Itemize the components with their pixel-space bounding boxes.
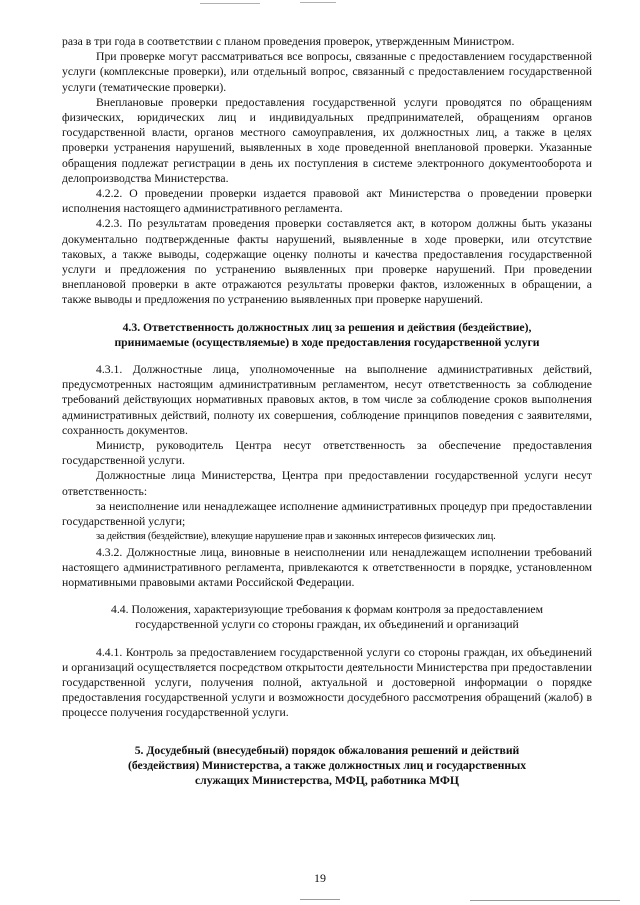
- paragraph-inaction: за действия (бездействие), влекущие нарушение прав и законных интересов физических лиц.: [96, 531, 496, 543]
- paragraph-intro: раза в три года в соответствии с планом проведения проверок, утвержденным Министром.: [62, 35, 515, 48]
- paragraph-4-2-3: 4.2.3. По результатам проведения проверки составляется акт, в котором должны быть указаны документально подтвержденные факты нарушений, выявленные в ходе проверки, или отсутствие таковых, а также выводы, содержащие оценку полноты и качества предоставления государственной услуги и предложения по устранению выявленных при проверке нарушений. При проведении внеплановой проверки в акте отражаются результаты проверки фактов, изложенных в обращении, а также выводы и предложения по устранению выявленных при проверке нарушений.: [62, 217, 592, 307]
- section-heading-5-line1: 5. Досудебный (внесудебный) порядок обжалования решений и действий: [134, 743, 520, 757]
- scan-artifact-top: [200, 3, 260, 4]
- paragraph-scope: При проверке могут рассматриваться все вопросы, связанные с предоставлением государственной услуги (комплексные проверки), или отдельный вопрос, связанный с предоставлением государственной услуги (тематические проверки).: [62, 50, 592, 94]
- section-heading-4-3-line1: 4.3. Ответственность должностных лиц за решения и действия (бездействие),: [122, 320, 532, 334]
- paragraph-4-3-1: 4.3.1. Должностные лица, уполномоченные на выполнение административных действий, предусмотренных настоящим административным регламентом, несут ответственность за соблюдение требований действующих нормативных правовых актов, в том числе за соблюдение сроков выполнения административных действий, полноту их совершения, соблюдение принципов поведения с заявителями, сохранность документов.: [62, 363, 592, 437]
- section-heading-4-4: [62, 602, 592, 632]
- paragraph-minister-responsibility: Министр, руководитель Центра несут ответственность за обеспечение предоставления государственной услуги.: [62, 439, 592, 468]
- paragraph-nonperformance: за неисполнение или ненадлежащее исполнение административных процедур при предоставлении государственной услуги;: [62, 499, 592, 529]
- section-heading-5-line3: служащих Министерства, МФЦ, работника МФЦ: [194, 773, 459, 787]
- section-heading-4-3: [62, 320, 592, 350]
- document-body: [62, 34, 592, 788]
- scan-artifact-top-right: [300, 2, 336, 3]
- scan-artifact-bottom: [300, 899, 340, 900]
- page-number: 19: [314, 871, 326, 885]
- scan-artifact-bottom-right: [470, 900, 620, 901]
- section-heading-4-3-line2: принимаемые (осуществляемые) в ходе предоставления государственной услуги: [114, 335, 540, 349]
- section-heading-4-4-line2: государственной услуги со стороны граждан, их объединений и организаций: [135, 618, 519, 632]
- paragraph-4-3-2: 4.3.2. Должностные лица, виновные в неисполнении или ненадлежащем исполнении требований настоящего административного регламента, привлекаются к ответственности в порядке, установленном нормативными правовыми актами Российской Федерации.: [62, 545, 592, 589]
- paragraph-4-4-1: 4.4.1. Контроль за предоставлением государственной услуги со стороны граждан, их объединений и организаций осуществляется посредством открытости деятельности Министерства при предоставлении государственной услуги, получения полной, актуальной и достоверной информации о порядке предоставления государственной услуги и возможности досудебного рассмотрения обращений (жалоб) в процессе получения государственной услуги.: [62, 645, 592, 720]
- paragraph-unscheduled-inspections: Внеплановые проверки предоставления государственной услуги проводятся по обращениям физических, юридических лиц и индивидуальных предпринимателей, обращениям органов государственной власти, органов местного самоуправления, их должностных лиц, а также в целях проверки устранения нарушений, выявленных в ходе проведенной внеплановой проверки. Указанные обращения подлежат регистрации в день их поступления в системе электронного документооборота и делопроизводства Министерства.: [62, 95, 592, 185]
- section-heading-5: [62, 743, 592, 789]
- paragraph-officials-responsibility: Должностные лица Министерства, Центра при предоставлении государственной услуги несут ответственность:: [62, 469, 592, 498]
- section-heading-4-4-line1: 4.4. Положения, характеризующие требования к формам контроля за предоставлением: [110, 603, 543, 617]
- section-heading-5-line2: (бездействия) Министерства, а также должностных лиц и государственных: [127, 758, 527, 772]
- paragraph-4-2-2: 4.2.2. О проведении проверки издается правовой акт Министерства о проведении проверки исполнения настоящего административного регламента.: [62, 187, 592, 216]
